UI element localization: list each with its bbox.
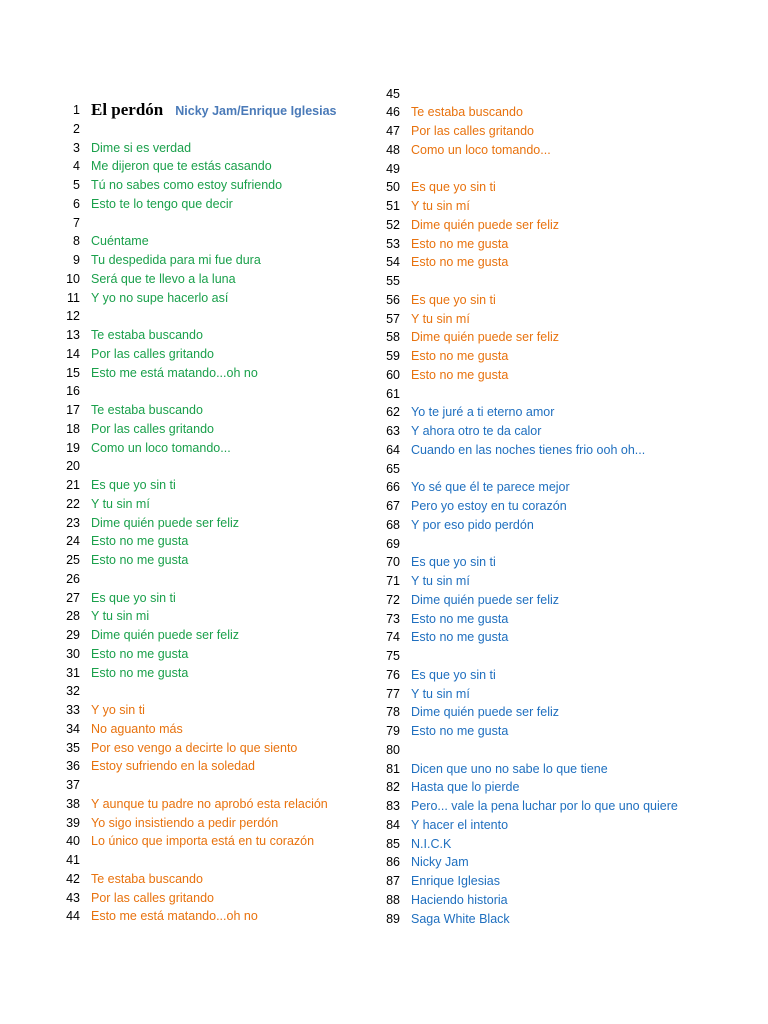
lyric-text: Nicky Jam — [411, 855, 469, 870]
line-number: 40 — [66, 834, 80, 849]
line-number: 59 — [386, 349, 400, 363]
lyric-text: Y tu sin mí — [411, 199, 470, 213]
lyric-line — [384, 591, 768, 609]
line-number: 82 — [386, 780, 400, 795]
lyric-text: Será que te llevo a la luna — [91, 271, 236, 286]
lyric-line — [384, 572, 768, 590]
line-number: 15 — [66, 365, 80, 380]
lyric-line — [384, 891, 768, 909]
line-number: 61 — [386, 386, 400, 401]
line-number: 79 — [386, 724, 400, 738]
line-number: 12 — [66, 309, 80, 324]
lyric-line — [384, 253, 768, 271]
lyric-text: Te estaba buscando — [91, 403, 203, 418]
line-number: 39 — [66, 815, 80, 830]
lyric-text: Y ahora otro te da calor — [411, 424, 542, 438]
lyric-text: Y tu sin mí — [411, 574, 470, 588]
lyric-line — [384, 853, 768, 871]
line-number: 64 — [386, 442, 400, 457]
lyric-text: Esto no me gusta — [91, 665, 189, 680]
lyric-text: Esto no me gusta — [91, 553, 189, 568]
line-number: 4 — [73, 159, 80, 174]
line-number: 11 — [67, 290, 80, 305]
lyric-text: Es que yo sin ti — [411, 292, 496, 307]
lyric-line — [384, 366, 768, 384]
lyric-text: Esto no me gusta — [411, 349, 509, 363]
line-number: 10 — [66, 271, 80, 286]
lyric-text: Es que yo sin ti — [411, 180, 496, 195]
lyric-line — [384, 216, 768, 234]
lyric-text: Y tu sin mí — [91, 496, 150, 511]
lyric-text: Por eso vengo a decirte lo que siento — [91, 740, 298, 755]
line-number: 76 — [386, 667, 400, 682]
lyric-text: Y por eso pido perdón — [411, 517, 534, 532]
line-number: 72 — [386, 592, 400, 607]
line-number: 70 — [386, 555, 400, 570]
line-number: 28 — [66, 609, 80, 624]
line-number: 51 — [386, 199, 400, 213]
lyric-line — [384, 553, 768, 571]
line-number: 24 — [66, 534, 80, 549]
lyric-text: Y hacer el intento — [411, 817, 509, 832]
lyric-text: Tu despedida para mi fue dura — [91, 253, 261, 268]
line-number: 63 — [386, 424, 400, 438]
line-number: 44 — [66, 909, 80, 924]
lyric-line — [384, 610, 768, 628]
lyric-line — [384, 778, 768, 796]
lyric-text: Por las calles gritando — [91, 421, 214, 436]
lyric-text: Esto no me gusta — [411, 611, 509, 626]
lyric-line — [384, 178, 768, 196]
line-number: 86 — [386, 855, 400, 870]
lyric-line — [384, 910, 768, 928]
line-number: 56 — [386, 292, 400, 307]
lyric-text: Te estaba buscando — [91, 871, 203, 886]
line-number: 46 — [386, 105, 400, 120]
lyric-line — [384, 685, 768, 703]
line-number: 81 — [386, 761, 400, 776]
lyric-text: Yo te juré a ti eterno amor — [411, 405, 555, 420]
line-number: 42 — [66, 871, 80, 886]
lyric-text: Como un loco tomando... — [91, 440, 231, 455]
lyric-text: Esto no me gusta — [411, 255, 509, 270]
lyric-line — [384, 722, 768, 740]
line-number: 71 — [386, 574, 400, 588]
lyric-text: Saga White Black — [411, 911, 510, 926]
line-number: 73 — [386, 611, 400, 626]
lyric-line — [384, 872, 768, 890]
lyric-line — [384, 385, 768, 403]
lyric-text: Dime quién puede ser feliz — [91, 628, 239, 643]
lyric-text: Dime quién puede ser feliz — [91, 515, 239, 530]
lyric-text: Dime quién puede ser feliz — [411, 705, 559, 720]
line-number: 53 — [386, 236, 400, 251]
lyric-text: Hasta que lo pierde — [411, 780, 520, 795]
line-number: 87 — [386, 874, 400, 888]
line-number: 78 — [386, 705, 400, 720]
lyric-line — [384, 141, 768, 159]
line-number: 32 — [66, 684, 80, 699]
line-number: 66 — [386, 480, 400, 495]
line-number: 36 — [66, 759, 80, 774]
line-number: 38 — [66, 796, 80, 811]
lyric-line — [384, 403, 768, 421]
line-number: 54 — [386, 255, 400, 270]
line-number: 62 — [386, 405, 400, 420]
line-number: 23 — [66, 515, 80, 530]
line-number: 26 — [66, 571, 80, 586]
line-number: 69 — [386, 536, 400, 551]
line-number: 58 — [386, 330, 400, 345]
line-number: 18 — [66, 421, 80, 436]
line-number: 13 — [66, 328, 80, 343]
lyric-text: Tú no sabes como estoy sufriendo — [91, 178, 283, 193]
line-number: 84 — [386, 817, 400, 832]
line-number: 60 — [386, 367, 400, 382]
line-number: 48 — [386, 142, 400, 157]
line-number: 85 — [386, 836, 400, 851]
line-number: 21 — [66, 478, 80, 493]
lyric-text: Es que yo sin ti — [411, 667, 496, 682]
lyric-text: Por las calles gritando — [91, 890, 214, 905]
lyric-line — [384, 103, 768, 121]
lyric-line — [384, 441, 768, 459]
lyric-text: Como un loco tomando... — [411, 142, 551, 157]
song-title: El perdón — [91, 99, 164, 119]
line-number: 29 — [66, 628, 80, 643]
lyric-text: Dime si es verdad — [91, 140, 192, 155]
lyric-text: Por las calles gritando — [91, 346, 214, 361]
lyric-text: Y tu sin mi — [91, 609, 150, 624]
line-number: 34 — [66, 721, 80, 736]
lyric-line — [384, 422, 768, 440]
line-number: 14 — [66, 346, 80, 361]
lyric-line — [384, 122, 768, 140]
lyric-text: Me dijeron que te estás casando — [91, 159, 272, 174]
lyric-text: Pero... vale la pena luchar por lo que uno quiere — [411, 799, 678, 813]
lyric-text: Lo único que importa está en tu corazón — [91, 834, 315, 849]
lyric-text: Es que yo sin ti — [91, 478, 176, 493]
lyric-line — [384, 816, 768, 834]
line-number: 43 — [66, 890, 80, 905]
lyric-text: Cuando en las noches tienes frio ooh oh... — [411, 442, 646, 457]
lyric-text: Pero yo estoy en tu corazón — [411, 499, 567, 513]
line-number: 3 — [73, 140, 80, 155]
lyric-text: Y aunque tu padre no aprobó esta relación — [91, 796, 328, 811]
lyric-line — [384, 310, 768, 328]
line-number: 20 — [66, 459, 80, 474]
lyric-text: Cuéntame — [91, 234, 149, 249]
lyric-text: Esto no me gusta — [411, 724, 509, 738]
lyric-text: Esto no me gusta — [91, 646, 189, 661]
lyric-text: Es que yo sin ti — [411, 555, 496, 570]
lyric-line — [384, 835, 768, 853]
lyric-line — [384, 460, 768, 478]
lyric-line — [384, 235, 768, 253]
line-number: 47 — [386, 124, 400, 138]
line-number: 30 — [66, 646, 80, 661]
line-number: 45 — [386, 86, 400, 101]
line-number: 31 — [66, 665, 80, 680]
lyric-text: Enrique Iglesias — [411, 874, 500, 888]
lyric-text: Yo sé que él te parece mejor — [411, 480, 570, 495]
line-number: 35 — [66, 740, 80, 755]
lyric-text: Esto no me gusta — [411, 236, 509, 251]
line-number: 17 — [66, 403, 80, 418]
line-number: 8 — [73, 234, 80, 249]
line-number: 75 — [386, 649, 400, 663]
lyric-line — [384, 160, 768, 178]
lyric-line — [384, 647, 768, 665]
line-number: 67 — [386, 499, 400, 513]
lyric-text: Estoy sufriendo en la soledad — [91, 759, 255, 774]
lyric-text: Esto no me gusta — [91, 534, 189, 549]
line-number: 22 — [66, 496, 80, 511]
lyric-text: Dime quién puede ser feliz — [411, 592, 559, 607]
lyric-line — [384, 328, 768, 346]
lyric-text: N.I.C.K — [411, 836, 452, 851]
lyric-text: Esto te lo tengo que decir — [91, 196, 233, 211]
lyric-text: Por las calles gritando — [411, 124, 534, 138]
line-number: 74 — [386, 630, 400, 645]
lyric-line — [384, 478, 768, 496]
lyric-line — [384, 85, 768, 103]
lyric-text: Yo sigo insistiendo a pedir perdón — [91, 815, 279, 830]
lyric-text: Dime quién puede ser feliz — [411, 330, 559, 345]
line-number: 6 — [73, 196, 80, 211]
line-number: 41 — [66, 853, 80, 868]
line-number: 88 — [386, 892, 400, 907]
lyric-line — [384, 760, 768, 778]
lyric-line — [384, 535, 768, 553]
lyric-line — [384, 797, 768, 815]
lyric-text: Esto no me gusta — [411, 367, 509, 382]
song-artist: Nicky Jam/Enrique Iglesias — [175, 103, 337, 118]
line-number: 57 — [386, 311, 400, 326]
line-number: 65 — [386, 461, 400, 476]
lyric-line — [384, 497, 768, 515]
lyric-text: Dime quién puede ser feliz — [411, 217, 559, 232]
line-number: 50 — [386, 180, 400, 195]
lyric-text: Y tu sin mí — [411, 311, 470, 326]
lyric-line — [384, 347, 768, 365]
lyric-line — [384, 516, 768, 534]
lyric-line — [384, 666, 768, 684]
line-number: 9 — [73, 253, 80, 268]
line-number: 83 — [386, 799, 400, 813]
lyric-text: Esto no me gusta — [411, 630, 509, 645]
lyric-text: Te estaba buscando — [91, 328, 203, 343]
line-number: 5 — [73, 178, 80, 193]
line-number: 1 — [73, 103, 80, 117]
lyric-line — [384, 291, 768, 309]
line-number: 19 — [66, 440, 80, 455]
line-number: 7 — [73, 215, 80, 230]
line-number: 89 — [386, 911, 400, 926]
lyric-text: No aguanto más — [91, 721, 183, 736]
lyric-text: Dicen que uno no sabe lo que tiene — [411, 761, 608, 776]
lyric-text: Esto me está matando...oh no — [91, 365, 258, 380]
lyric-text: Es que yo sin ti — [91, 590, 176, 605]
line-number: 49 — [386, 161, 400, 176]
line-number: 2 — [73, 121, 80, 136]
lyric-text: Y yo sin ti — [91, 703, 145, 718]
line-number: 16 — [66, 384, 80, 399]
lyric-text: Esto me está matando...oh no — [91, 909, 258, 924]
line-number: 80 — [386, 742, 400, 757]
line-number: 27 — [66, 590, 80, 605]
line-number: 68 — [386, 517, 400, 532]
lyric-line — [384, 197, 768, 215]
lyric-line — [384, 628, 768, 646]
lyric-line — [384, 272, 768, 290]
line-number: 55 — [386, 274, 400, 288]
line-number: 37 — [66, 778, 80, 793]
line-number: 33 — [66, 703, 80, 718]
lyric-line — [384, 703, 768, 721]
lyric-text: Te estaba buscando — [411, 105, 523, 120]
line-number: 77 — [386, 686, 400, 701]
lyric-text: Y yo no supe hacerlo así — [91, 290, 229, 305]
line-number: 25 — [66, 553, 80, 568]
lyric-line — [384, 741, 768, 759]
lyric-text: Haciendo historia — [411, 892, 508, 907]
lyric-text: Y tu sin mí — [411, 686, 470, 701]
line-number: 52 — [386, 217, 400, 232]
